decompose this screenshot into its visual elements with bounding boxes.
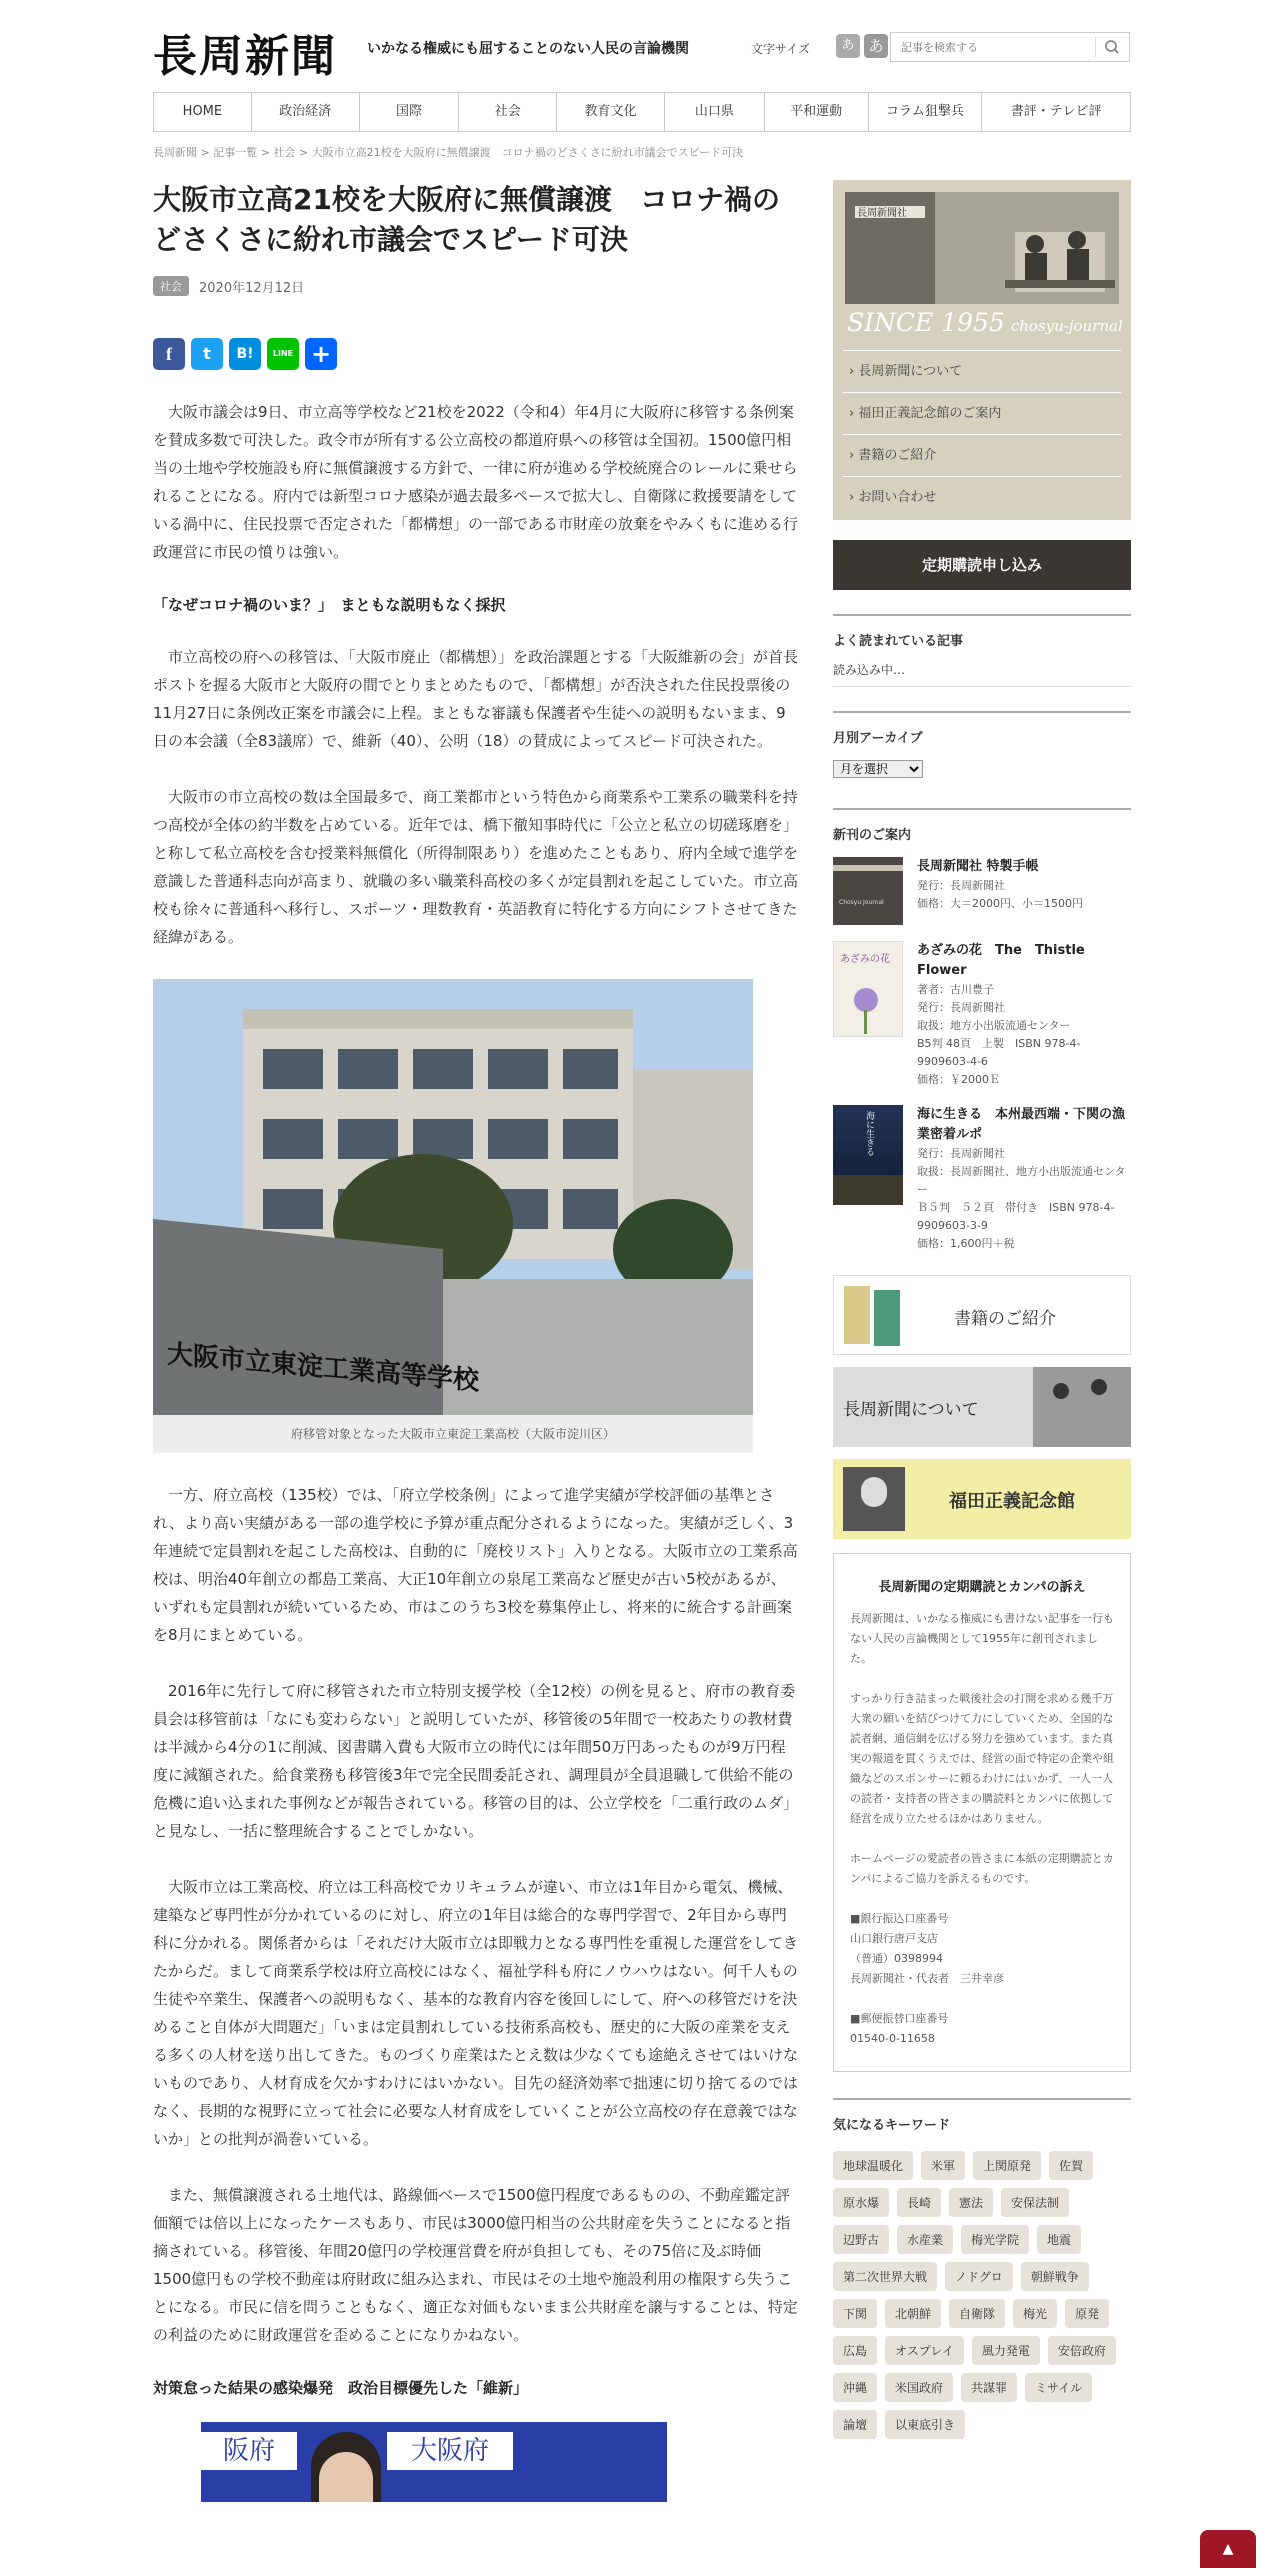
- sidebar-item-label: お問い合わせ: [858, 490, 937, 505]
- breadcrumb[interactable]: 長周新聞 > 記事一覧 > 社会 > 大阪市立高21校を大阪府に無償譲渡 コロナ禍のどさくさに紛れ市議会でスピード可決: [153, 146, 744, 159]
- book-cover: [833, 857, 903, 925]
- school-sign-text: 大阪市立東淀工業高等学校: [167, 1339, 480, 1397]
- paragraph: 大阪市議会は9日、市立高等学校など21校を2022（令和4）年4月に大阪府に移管する条例案を賛成多数で可決した。政令市が所有する公立高校の都道府県への移管は全国初。1500億円相当の土地や学校施設も府に無償譲渡する方針で、一律に府が進める学校統廃合のレールに乗せられることになる。府内では新型コロナ感染が過去最多ペースで拡大し、自衛隊に救援要請をしている渦中に、住民投票で否定された「都構想」の一部である市財産の放棄をやみくもに進める行政運営に市民の憤りは強い。: [153, 403, 799, 561]
- book-detail: 発行：長周新聞社: [917, 1147, 1005, 1160]
- memorial-banner[interactable]: [833, 1459, 1131, 1539]
- banner-label: 長周新聞について: [843, 1400, 979, 1420]
- search-box: [890, 32, 1130, 62]
- article-date: 2020年12月12日: [199, 280, 305, 296]
- nav-item-reviews[interactable]: 書評・テレビ評: [1010, 104, 1102, 119]
- section-heading: 「なぜコロナ禍のいま？」 まともな説明もなく採択: [153, 596, 506, 614]
- keyword-tag[interactable]: 自衛隊: [949, 2299, 1005, 2328]
- keyword-tag[interactable]: 原発: [1065, 2299, 1109, 2328]
- book-detail: Ｂ５判 ５２頁 帯付き ISBN 978-4-9909603-3-9: [917, 1201, 1115, 1232]
- keyword-tag[interactable]: 佐賀: [1049, 2151, 1093, 2180]
- keyword-tag[interactable]: ノドグロ: [945, 2262, 1013, 2291]
- nav-item-yamaguchi[interactable]: 山口県: [665, 93, 765, 131]
- keyword-tag[interactable]: 地震: [1037, 2225, 1081, 2254]
- sidebar-item-label: 福田正義記念館のご案内: [858, 406, 1002, 421]
- book-detail: 著者：古川豊子: [917, 983, 994, 996]
- banner-label: 書籍のご紹介: [954, 1309, 1056, 1329]
- sidebar-item-memorial[interactable]: › 福田正義記念館のご案内: [843, 392, 1121, 434]
- book-title[interactable]: 長周新聞社 特製手帳: [917, 859, 1039, 874]
- portrait-face: [861, 1477, 887, 1507]
- share-buttons: [153, 338, 798, 370]
- sidebar-item-label: 長周新聞について: [858, 364, 963, 379]
- archive-heading: 月別アーカイブ: [833, 711, 1131, 746]
- font-size-small-button[interactable]: あ: [836, 34, 860, 58]
- hatena-share-button[interactable]: B!: [229, 338, 261, 370]
- keyword-tag[interactable]: 梅光学院: [961, 2225, 1029, 2254]
- subscribe-button[interactable]: 定期購読申し込み: [833, 540, 1131, 590]
- popular-loading: 読み込み中…: [833, 661, 1131, 687]
- nav-item-international[interactable]: 国際: [360, 93, 460, 131]
- paragraph: 一方、府立高校（135校）では、「府立学校条例」によって進学実績が学校評価の基準とされ、より高い実績がある一部の進学校に予算が重点配分されるようになった。実績が乏しく、3年連続で定員割れを起こした高校は、自動的に「廃校リスト」入りとなる。大阪市立の工業系高校は、明治40年創立の都島工業高、大正10年創立の泉尾工業高など歴史が古い5校があるが、いずれも定員割れが続いているため、市はこのうち3校を募集停止し、将来的に統合する計画案を8月にまとめている。: [153, 1486, 798, 1644]
- appeal-text: 長周新聞は、いかなる権威にも書けない記事を一行もない人民の言論機関として1955年に創刊されました。 すっかり行き詰まった戦後社会の打開を求める幾千万大衆の願いを結びつけて力にしていくため、全国的な読者網、通信網を広げる努力を強めています。また真実の報道を貫くうえでは、経営の面で特定の企業や組織などのスポンサーに頼るわけにはいかず、一人一人の読者・支持者の皆さまの購読料とカンパに依拠して経営を成り立たせるほかはありません。 ホームページの愛読者の皆さまに本紙の定期購読とカンパによるご協力を訴えるものです。 ■銀行振込口座番号 山口銀行唐戸支店 （普通）0398994 長周新聞社・代表者 三井幸彦 ■郵便振替口座番号 01540-0-11658: [850, 1612, 1114, 2045]
- book-detail: B5判 48頁 上製 ISBN 978-4-9909603-4-6: [917, 1037, 1081, 1068]
- book-cover: [833, 1105, 903, 1205]
- book-info: [917, 1105, 1131, 1253]
- book-item[interactable]: [833, 1105, 1131, 1253]
- keyword-tag[interactable]: 第二次世界大戦: [833, 2262, 937, 2291]
- keyword-tags: [833, 2151, 1131, 2439]
- keyword-tag[interactable]: 水産業: [897, 2225, 953, 2254]
- article-title: 大阪市立高21校を大阪府に無償譲渡 コロナ禍のどさくさに紛れ市議会でスピード可決: [153, 183, 780, 256]
- about-banner[interactable]: [833, 1367, 1131, 1447]
- paragraph: 大阪市立は工業高校、府立は工科高校でカリキュラムが違い、市立は1年目から電気、機械、建築など専門性が分かれているのに対し、府立の1年目は総合的な専門学習で、2年目から専門科に分かれる。関係者からは「それだけ大阪市立は即戦力となる専門性を重視した運営をしてきたからだ。まして商業系学校は府立高校にはなく、福祉学科も府にノウハウはない。何千人もの生徒や卒業生、保護者への説明もなく、基本的な教育内容を後回しにして、府への移管だけを決めること自体が大問題だ」「いまは定員割れしている技術系高校も、歴史的に大阪の産業を支える多くの人材を送り出してきた。ものづくり産業はたとえ数は少なくても途絶えさせてはいけないものであり、人材育成を欠かすわけにはいかない。目先の経済効率で拙速に切り捨てるのではなく、長期的な視野に立って社会に必要な人材育成をしていくことが公立高校の存在意義ではないか」との批判が渦巻いている。: [153, 1878, 799, 2148]
- search-icon[interactable]: [1095, 33, 1129, 61]
- sidebar-item-books[interactable]: › 書籍のご紹介: [843, 434, 1121, 476]
- article: [153, 180, 798, 2502]
- sidebar-item-label: 書籍のご紹介: [858, 448, 937, 463]
- keyword-tag[interactable]: 沖縄: [833, 2373, 877, 2402]
- appeal-title: 長周新聞の定期購読とカンパの訴え: [878, 1580, 1086, 1595]
- article-photo: [153, 979, 753, 1453]
- paragraph: また、無償譲渡される土地代は、路線価ベースで1500億円程度であるものの、不動産鑑定評価額では倍以上になったケースもあり、市民は3000億円相当の公共財産を失うことになると指摘されている。移管後、年間20億円の学校運営費を府が負担しても、その75倍に及ぶ時価1500億円もの学校不動産は府財政に組み込まれ、市民はその土地や施設利用の権限すら失うことになる。市民に信を問うこともなく、適正な対価もないまま公共財産を譲与することは、特定の利益のために財政運営を歪めることになりかねない。: [153, 2186, 798, 2344]
- book-cover: [833, 941, 903, 1037]
- global-nav: [153, 92, 1131, 132]
- nav-item-column[interactable]: コラム狙撃兵: [869, 93, 983, 131]
- cover-text: あざみの花: [840, 954, 890, 965]
- category-badge[interactable]: 社会: [153, 276, 189, 296]
- since-sub: chosyu-journal: [1010, 317, 1123, 335]
- cover-text: 海に生きる: [864, 1111, 874, 1156]
- photo-backdrop-text: 大阪府: [387, 2432, 513, 2470]
- line-share-button[interactable]: LINE: [267, 338, 299, 370]
- cover-stripe: [833, 865, 903, 871]
- back-to-top-button[interactable]: ▲: [1200, 2530, 1256, 2568]
- archive-select[interactable]: [833, 760, 923, 778]
- cover-stem: [864, 1010, 867, 1034]
- site-logo[interactable]: 長周新聞: [153, 31, 337, 82]
- addtoany-share-button[interactable]: +: [305, 338, 337, 370]
- cover-flower: [854, 988, 878, 1012]
- nav-item-peace-movement[interactable]: 平和運動: [765, 93, 869, 131]
- font-size-large-button[interactable]: あ: [864, 34, 888, 58]
- banner-photo: [1033, 1367, 1131, 1447]
- nav-item-education-culture[interactable]: 教育文化: [557, 93, 665, 131]
- nav-item-home[interactable]: HOME: [154, 93, 252, 131]
- paragraph: 2016年に先行して府に移管された市立特別支援学校（全12校）の例を見ると、府市の教育委員会は移管前は「なにも変わらない」と説明していたが、移管後の5年間で一校あたりの教材費は半減から4分の1に削減、図書購入費も大阪市立の時代には年間50万円あったものが9万円程度に減額された。給食業務も移管後3年で完全民間委託され、調理員が全員退職して供給不能の危機に追い込まれた事例などが報告されている。移管の目的は、公立学校を「二重行政のムダ」と見なし、一括に整理統合することでしかない。: [153, 1682, 799, 1840]
- keyword-tag[interactable]: 米国政府: [885, 2373, 953, 2402]
- nav-item-society[interactable]: 社会: [459, 93, 557, 131]
- cover-sea: [833, 1175, 903, 1205]
- keyword-tag[interactable]: 北朝鮮: [885, 2299, 941, 2328]
- book-detail: 価格：大＝2000円、小＝1500円: [917, 897, 1083, 910]
- keyword-tag[interactable]: オスプレイ: [885, 2336, 964, 2365]
- book-title[interactable]: あざみの花 The Thistle Flower: [917, 943, 1085, 978]
- site-tagline: いかなる権威にも屈することのない人民の言論機関: [367, 41, 689, 57]
- since-label: [847, 308, 1123, 337]
- article-meta: [153, 276, 798, 296]
- book-detail: 発行：長周新聞社: [917, 1001, 1005, 1014]
- book-detail: 取扱：地方小出版流通センター: [917, 1019, 1071, 1032]
- book-item[interactable]: [833, 941, 1131, 1089]
- keyword-tag[interactable]: 憲法: [949, 2188, 993, 2217]
- sidebar: [833, 180, 1131, 2439]
- article-body: [153, 398, 798, 2502]
- keyword-tag[interactable]: 下関: [833, 2299, 877, 2328]
- keyword-tag[interactable]: 原水爆: [833, 2188, 889, 2217]
- memorial-portrait: [843, 1467, 905, 1531]
- banner-person: [1053, 1383, 1069, 1399]
- since-year: SINCE 1955: [847, 308, 1005, 337]
- keyword-tag[interactable]: 米軍: [921, 2151, 965, 2180]
- font-size-label: 文字サイズ: [751, 42, 811, 56]
- banner-label: 福田正義記念館: [949, 1491, 1075, 1512]
- book-detail: 価格：1,600円＋税: [917, 1237, 1015, 1250]
- book-item[interactable]: [833, 857, 1131, 925]
- sidebar-menu: [843, 350, 1121, 518]
- osaka-press-photo: [201, 2422, 667, 2502]
- search-input[interactable]: [891, 33, 1091, 61]
- keyword-tag[interactable]: 安倍政府: [1048, 2336, 1116, 2365]
- cover-text: Chosyu Journal: [839, 899, 884, 906]
- paragraph: 市立高校の府への移管は、「大阪市廃止（都構想）」を政治課題とする「大阪維新の会」が首長ポストを握る大阪市と大阪府の間でとりまとめたもので、「都構想」が否決された住民投票後の11月27日に条例改正案を市議会に上程。まともな審議も保護者や生徒への説明もないまま、9日の本会議（全83議席）で、維新（40）、公明（18）の賛成によってスピード可決された。: [153, 648, 799, 750]
- keyword-tag[interactable]: 長崎: [897, 2188, 941, 2217]
- keyword-tag[interactable]: 安保法制: [1001, 2188, 1069, 2217]
- keyword-tag[interactable]: 地球温暖化: [833, 2151, 913, 2180]
- keyword-tag[interactable]: 広島: [833, 2336, 877, 2365]
- banner-book-cover: [874, 1290, 900, 1346]
- books-banner[interactable]: [833, 1275, 1131, 1355]
- book-info: [917, 857, 1083, 925]
- school-photo: [153, 979, 753, 1415]
- book-detail: 取扱：長周新聞社、地方小出版流通センター: [917, 1165, 1126, 1196]
- new-books-heading: 新刊のご案内: [833, 808, 1131, 843]
- book-detail: 価格：￥2000Ｅ: [917, 1073, 1000, 1086]
- keyword-tag[interactable]: 共謀罪: [961, 2373, 1017, 2402]
- section-heading: 対策怠った結果の感染爆発 政治目標優先した「維新」: [153, 2379, 529, 2397]
- banner-person: [1091, 1379, 1107, 1395]
- twitter-share-button[interactable]: t: [191, 338, 223, 370]
- photo-backdrop-text: 阪府: [201, 2432, 297, 2470]
- keyword-tag[interactable]: 朝鮮戦争: [1021, 2262, 1089, 2291]
- keyword-tag[interactable]: 梅光: [1013, 2299, 1057, 2328]
- book-detail: 発行：長周新聞社: [917, 879, 1005, 892]
- facebook-share-button[interactable]: f: [153, 338, 185, 370]
- nav-item-politics-economy[interactable]: 政治経済: [252, 93, 360, 131]
- sidebar-item-contact[interactable]: › お問い合わせ: [843, 476, 1121, 518]
- keyword-tag[interactable]: 風力発電: [972, 2336, 1040, 2365]
- book-info: [917, 941, 1131, 1089]
- hero-photo: [845, 192, 1119, 304]
- keywords-heading: 気になるキーワード: [833, 2098, 1131, 2133]
- keyword-tag[interactable]: 辺野古: [833, 2225, 889, 2254]
- keyword-tag[interactable]: 論壇: [833, 2410, 877, 2439]
- paragraph: 大阪市の市立高校の数は全国最多で、商工業都市という特色から商業系や工業系の職業科を持つ高校が全体の約半数を占めている。近年では、橋下徹知事時代に「公立と私立の切磋琢磨を」と称して私立高校を含む授業料無償化（所得制限あり）を進めたこともあり、府内全域で進学を意識した普通科志向が高まり、就職の多い職業科高校の多くが定員割れを起こしていた。市立高校も徐々に普通科へ移行し、スポーツ・理数教育・英語教育に特化する方向にシフトさせてきた経緯がある。: [153, 788, 799, 946]
- book-title[interactable]: 海に生きる 本州最西端・下関の漁業密着ルポ: [917, 1107, 1126, 1142]
- keyword-tag[interactable]: 以東底引き: [885, 2410, 965, 2439]
- hero-sign-text: 長周新聞社: [857, 208, 907, 219]
- keyword-tag[interactable]: ミサイル: [1025, 2373, 1092, 2402]
- keyword-tag[interactable]: 上関原発: [973, 2151, 1041, 2180]
- photo-caption: 府移管対象となった大阪市立東淀工業高校（大阪市淀川区）: [153, 1415, 753, 1453]
- sidebar-hero: [833, 180, 1131, 520]
- subscription-appeal: [833, 1553, 1131, 2072]
- popular-heading: よく読まれている記事: [833, 614, 1131, 649]
- person-face: [319, 2452, 373, 2502]
- sidebar-item-about[interactable]: › 長周新聞について: [843, 350, 1121, 392]
- banner-book-cover: [844, 1286, 870, 1344]
